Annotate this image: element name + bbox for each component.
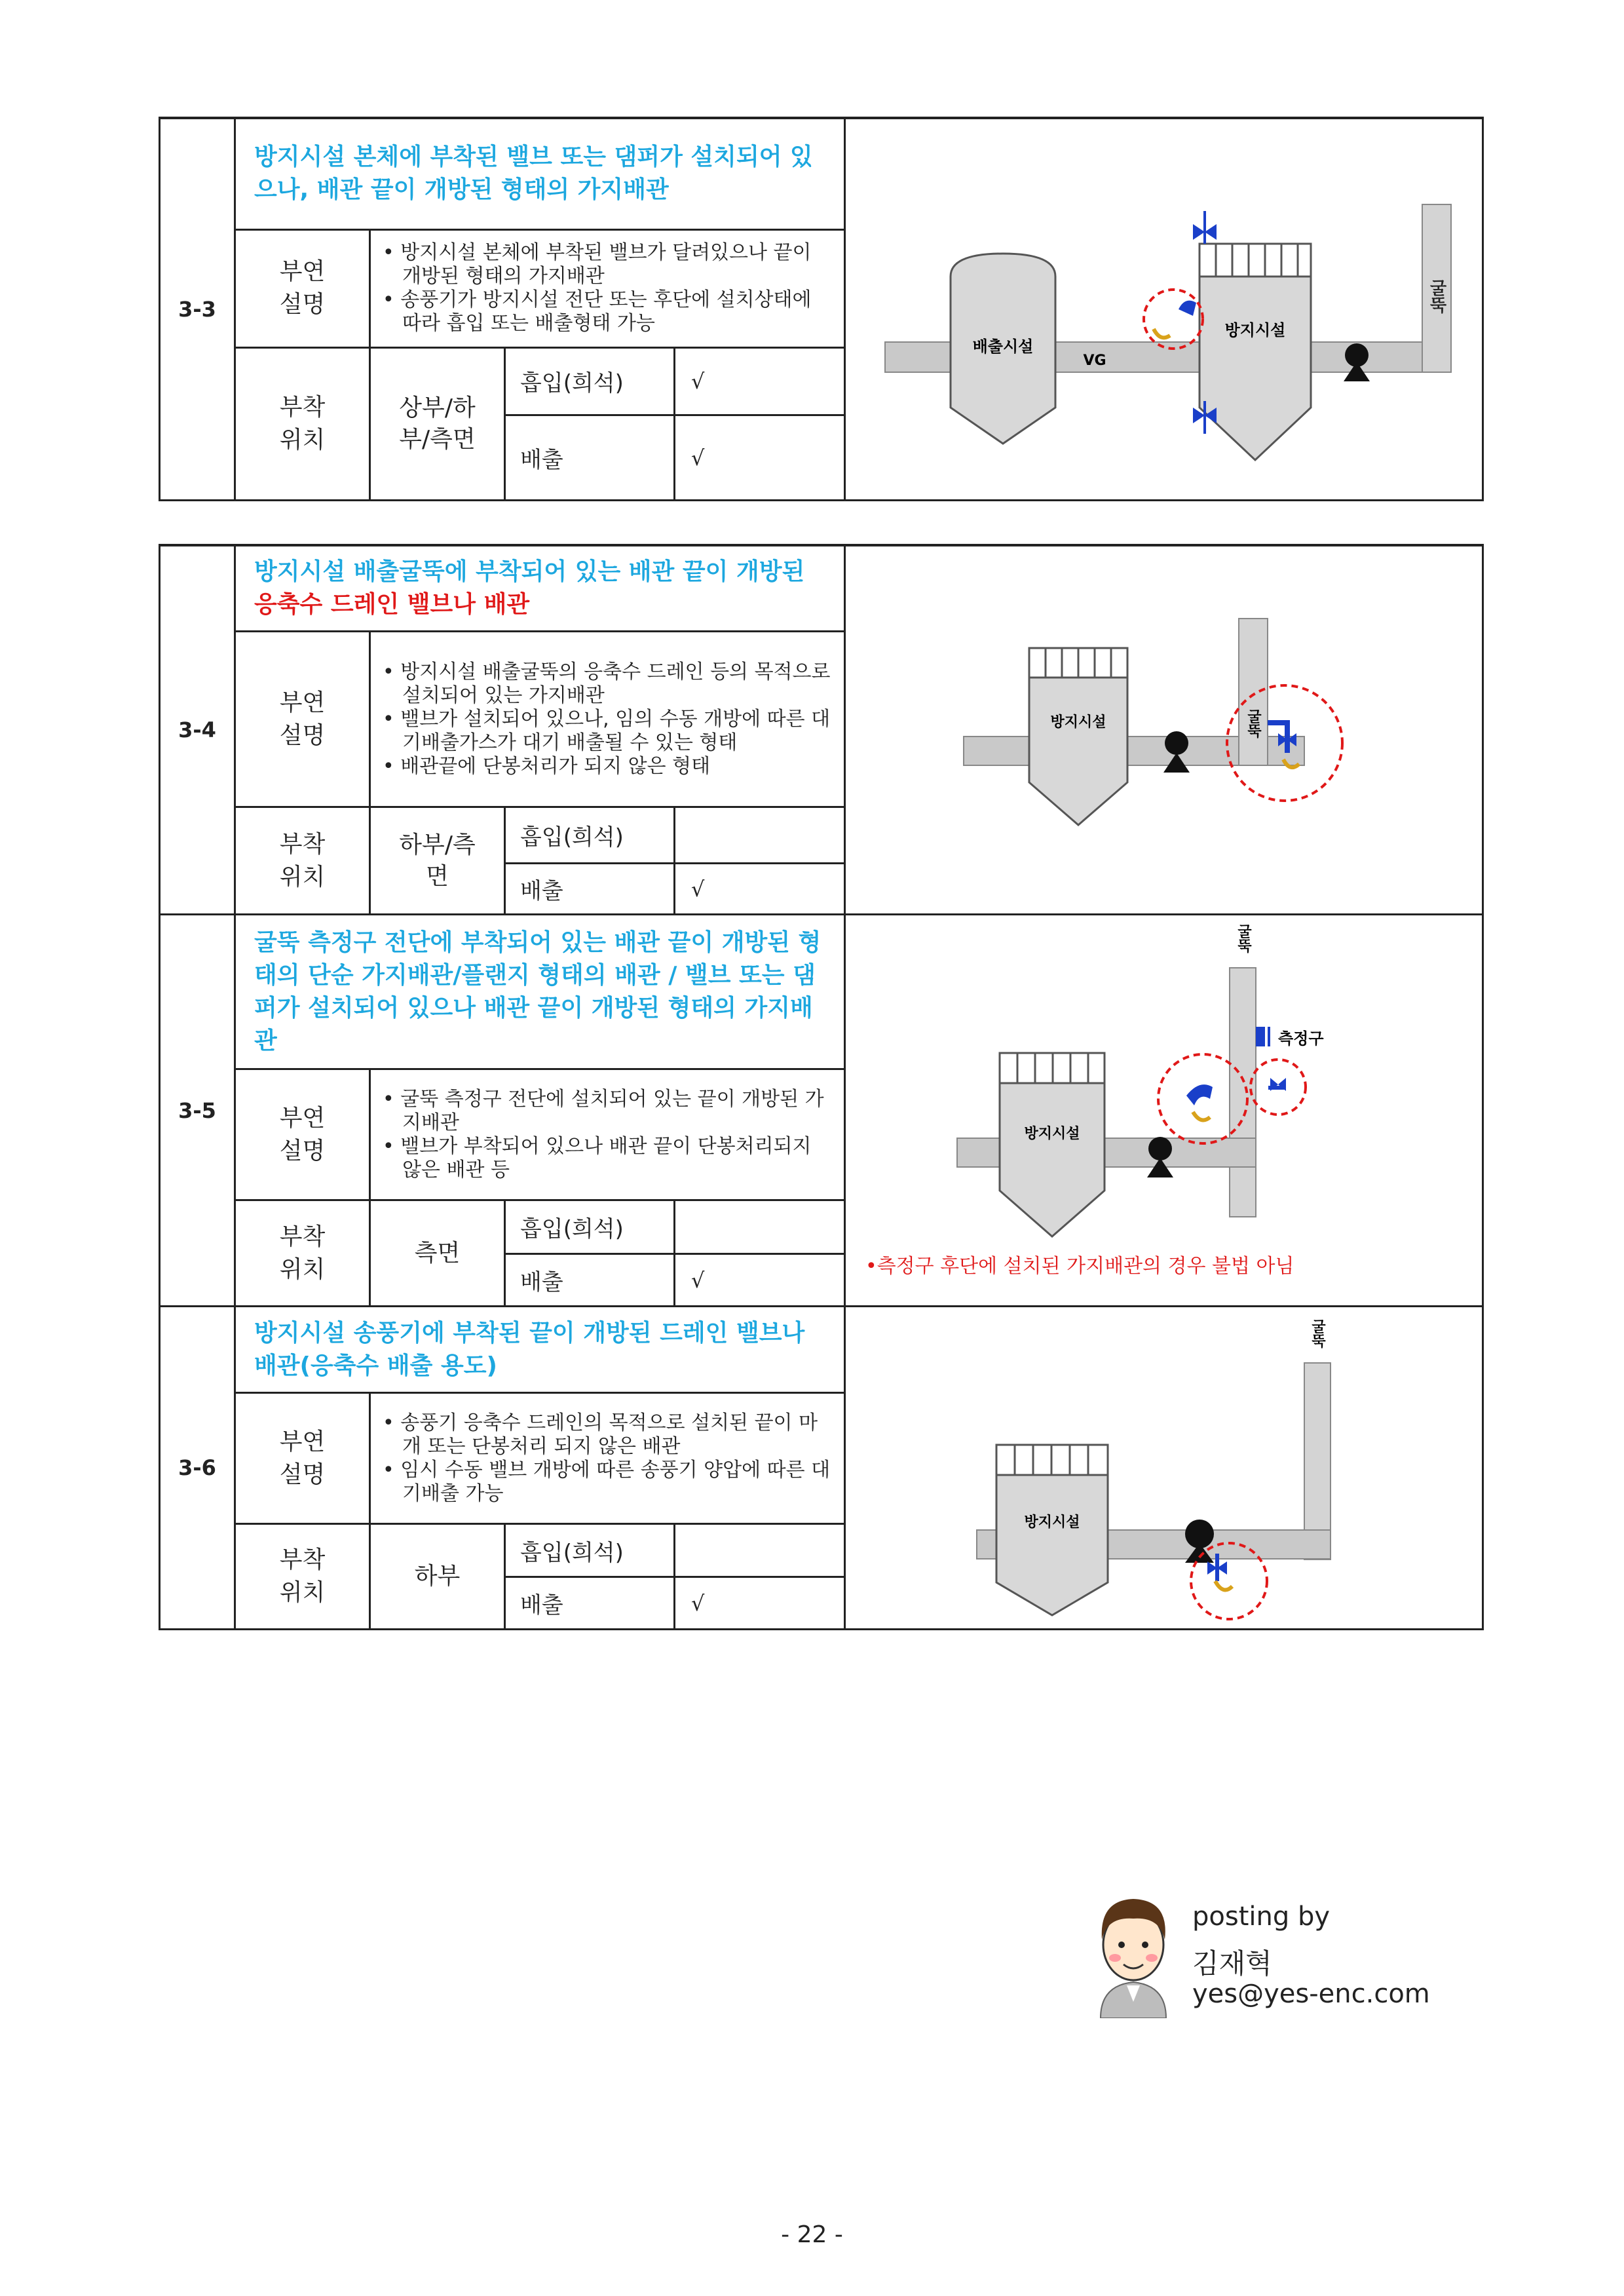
intake-check <box>675 1200 845 1254</box>
exhaust-label: 배출 <box>505 1577 675 1630</box>
figure-3-5 <box>845 915 1483 1307</box>
position-label: 부착 위치 <box>235 807 370 915</box>
row-id: 3-6 <box>160 1307 235 1630</box>
author-email[interactable]: yes@yes-enc.com <box>1192 1979 1430 2009</box>
desc-item: • 방지시설 본체에 부착된 밸브가 달려있으나 끝이 개방된 형태의 가지배관 <box>383 241 832 288</box>
desc-item: • 임시 수동 밸브 개방에 따른 송풍기 양압에 따른 대기배출 가능 <box>383 1459 832 1506</box>
position-value: 측면 <box>370 1200 505 1307</box>
description-cell <box>370 1069 845 1200</box>
page-number: - 22 - <box>781 2221 843 2248</box>
figure-3-3 <box>845 118 1483 501</box>
exhaust-label: 배출 <box>505 415 675 501</box>
desc-item: • 송풍기가 방지시설 전단 또는 후단에 설치상태에 따라 흡입 또는 배출형태 가능 <box>383 288 832 335</box>
exhaust-check: √ <box>675 864 845 915</box>
posting-by-label: posting by <box>1192 1902 1331 1932</box>
diagram-3-3 <box>846 119 1484 499</box>
note-text: •측정구 후단에 설치된 가지배관의 경우 불법 아님 <box>865 1255 1294 1278</box>
row-id: 3-3 <box>160 118 235 501</box>
stack-label: 굴뚝 <box>1309 1319 1326 1348</box>
intake-label: 흡입(희석) <box>505 347 675 415</box>
row-title: 굴뚝 측정구 전단에 부착되어 있는 배관 끝이 개방된 형태의 단순 가지배관/플랜지 형태의 배관 / 밸브 또는 댐퍼가 설치되어 있으나 배관 끝이 개방된 형태의 가지배관 <box>235 915 845 1069</box>
intake-check <box>675 807 845 864</box>
prevention-label: 방지시설 <box>1024 1126 1080 1142</box>
desc-item: • 밸브가 설치되어 있으나, 임의 수동 개방에 따른 대기배출가스가 대기 배출될 수 있는 형태 <box>383 708 832 755</box>
row-title: 방지시설 송풍기에 부착된 끝이 개방된 드레인 밸브나 배관(응축수 배출 용도) <box>235 1307 845 1393</box>
position-value: 하부 <box>370 1524 505 1630</box>
avatar <box>1087 1887 1179 2018</box>
prevention-label: 방지시설 <box>1050 714 1106 731</box>
intake-label: 흡입(희석) <box>505 1200 675 1254</box>
author-block <box>1087 1887 1454 2018</box>
position-value: 상부/하 부/측면 <box>370 347 505 501</box>
diagram-3-4 <box>846 546 1484 913</box>
exhaust-check: √ <box>675 415 845 501</box>
desc-item: • 방지시설 배출굴뚝의 응축수 드레인 등의 목적으로 설치되어 있는 가지배관 <box>383 660 832 708</box>
description-cell <box>370 632 845 807</box>
desc-item: • 배관끝에 단봉처리가 되지 않은 형태 <box>383 755 832 778</box>
exhaust-check: √ <box>675 1577 845 1630</box>
row-title: 방지시설 본체에 부착된 밸브 또는 댐퍼가 설치되어 있으나, 배관 끝이 개방된 형태의 가지배관 <box>235 118 845 229</box>
intake-label: 흡입(희석) <box>505 1524 675 1577</box>
description-label: 부연 설명 <box>235 229 370 347</box>
position-label: 부착 위치 <box>235 347 370 501</box>
position-value: 하부/측 면 <box>370 807 505 915</box>
stack-label: 굴뚝 <box>1235 924 1252 953</box>
table-3-3 <box>159 117 1484 501</box>
intake-label: 흡입(희석) <box>505 807 675 864</box>
description-label: 부연 설명 <box>235 632 370 807</box>
description-cell <box>370 1393 845 1524</box>
description-label: 부연 설명 <box>235 1393 370 1524</box>
position-label: 부착 위치 <box>235 1200 370 1307</box>
row-id: 3-5 <box>160 915 235 1307</box>
desc-item: • 굴뚝 측정구 전단에 설치되어 있는 끝이 개방된 가지배관 <box>383 1088 832 1135</box>
figure-3-4 <box>845 545 1483 915</box>
prevention-label: 방지시설 <box>1224 321 1286 339</box>
description-cell <box>370 229 845 347</box>
intake-check <box>675 1524 845 1577</box>
exhaust-label: 배출 <box>505 1254 675 1307</box>
diagram-3-5 <box>846 915 1484 1305</box>
port-label: 측정구 <box>1278 1029 1324 1048</box>
desc-item: • 송풍기 응축수 드레인의 목적으로 설치된 끝이 마개 또는 단봉처리 되지 않은 배관 <box>383 1411 832 1459</box>
figure-3-6 <box>845 1307 1483 1630</box>
vg-label: VG <box>1083 353 1106 369</box>
table-3-4-to-3-6 <box>159 544 1484 1630</box>
stack-label: 굴뚝 <box>1245 709 1262 738</box>
intake-check: √ <box>675 347 845 415</box>
emission-label: 배출시설 <box>972 337 1034 356</box>
row-id: 3-4 <box>160 545 235 915</box>
row-title: 방지시설 배출굴뚝에 부착되어 있는 배관 끝이 개방된 응축수 드레인 밸브나 배관 <box>235 545 845 632</box>
position-label: 부착 위치 <box>235 1524 370 1630</box>
exhaust-check: √ <box>675 1254 845 1307</box>
description-label: 부연 설명 <box>235 1069 370 1200</box>
desc-item: • 밸브가 부착되어 있으나 배관 끝이 단봉처리되지 않은 배관 등 <box>383 1135 832 1182</box>
author-name: 김재혁 <box>1192 1947 1272 1980</box>
exhaust-label: 배출 <box>505 864 675 915</box>
stack-label: 굴뚝 <box>1427 279 1447 313</box>
diagram-3-6 <box>846 1307 1484 1628</box>
prevention-label: 방지시설 <box>1024 1514 1080 1531</box>
